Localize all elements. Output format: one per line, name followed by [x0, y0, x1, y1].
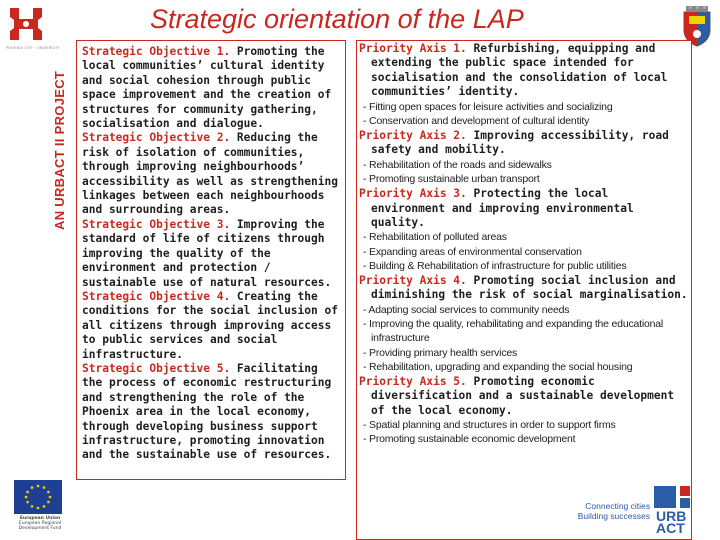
strategic-objective-3 — [82, 218, 341, 290]
axis-text: Refurbishing, equipping and extending the public space intended for socialisation and the consolidation of local communities’ identity. — [371, 42, 668, 99]
axis-measure-item: - Rehabilitation, upgrading and expanding the social housing — [363, 360, 633, 373]
axis-text: Improving accessibility, road safety and mobility. — [371, 129, 669, 157]
objective-heading: Strategic Objective 4. — [82, 289, 231, 303]
axis-text: Promoting economic diversification and a sustainable development of the local economy. — [371, 374, 675, 417]
objective-text: Creating the conditions for the social inclusion of all citizens through improving access to public services and social infrastructure. — [82, 289, 338, 361]
logo-caption: PHOENIX CITY · UNIVERSITY — [6, 46, 60, 50]
objective-heading: Strategic Objective 3. — [82, 217, 231, 231]
eu-caption — [12, 516, 68, 531]
axis-measure-item: - Spatial planning and structures in order to support firms — [363, 419, 616, 432]
urbact-logo-top: URB — [656, 508, 687, 524]
axis-heading: Priority Axis 2. — [359, 129, 467, 143]
axis-text: Protecting the local environment and improving environmental quality. — [371, 187, 634, 230]
phoenix-logo-icon — [6, 4, 46, 44]
eu-caption-line-1: European Union — [19, 516, 61, 521]
axis-text: Promoting social inclusion and diminishing the risk of social marginalisation. — [371, 274, 688, 302]
strategic-objective-1 — [82, 45, 341, 131]
axis-measure-item: - Rehabilitation of polluted areas — [363, 231, 507, 244]
priority-axes-panel — [356, 40, 692, 540]
axis-measure-item: - Fitting open spaces for leisure activities and socializing — [363, 100, 613, 113]
axis-heading: Priority Axis 3. — [359, 187, 467, 201]
axis-measure-item: - Building & Rehabilitation of infrastructure for public utilities — [363, 259, 627, 272]
priority-axis-3 — [359, 187, 689, 230]
axis-measure-item: - Rehabilitation of the roads and sidewalks — [363, 158, 552, 171]
urbact-logo-bottom: ACT — [656, 520, 685, 534]
axis-heading: Priority Axis 1. — [359, 42, 467, 55]
urbact-logo-icon — [650, 484, 716, 534]
axis-measure-item: - Promoting sustainable economic development — [363, 433, 576, 446]
tagline-line-2: Building successes — [577, 510, 650, 521]
objective-heading: Strategic Objective 1. — [82, 45, 231, 58]
strategic-objective-2 — [82, 131, 341, 217]
axis-measure-item: - Expanding areas of environmental conservation — [363, 245, 582, 258]
axis-measure-item: - Improving the quality, rehabilitating and expanding the educational infrastructure — [363, 318, 664, 345]
axis-measure-item: - Promoting sustainable urban transport — [363, 173, 540, 186]
axis-heading: Priority Axis 4. — [359, 274, 467, 288]
objective-text: Facilitating the process of economic restructuring and strengthening the role of the Phoenix area in the local economy, through developing business support infrastructure, promoting innovation and the sustainable use of resources. — [82, 361, 332, 462]
objective-text: Improving the standard of life of citizens through improving the quality of the environment and protection / sustainable use of natural resources. — [82, 217, 332, 289]
project-label: AN URBACT II PROJECT — [52, 70, 67, 230]
strategic-objective-4 — [82, 290, 341, 362]
sidebar — [0, 0, 67, 540]
priority-axis-5 — [359, 375, 689, 418]
urbact-tagline — [560, 502, 650, 521]
objectives-panel — [76, 40, 346, 480]
priority-axis-1 — [359, 42, 689, 100]
axis-measure-item: - Adapting social services to community needs — [363, 303, 570, 316]
strategic-objective-5 — [82, 362, 341, 463]
eu-flag-icon — [14, 480, 62, 514]
objective-text: Reducing the risk of isolation of communities, through improving neighbourhoods’ accessibility as well as strengthening linkages between each neighbourhoods and surrounding areas. — [82, 131, 338, 217]
axis-measure-item: - Providing primary health services — [363, 346, 518, 359]
priority-axis-2 — [359, 129, 689, 158]
axis-measure-item: - Conservation and development of cultural identity — [363, 114, 590, 127]
eu-caption-line-2: European Regional Development Fund — [18, 521, 62, 531]
objective-heading: Strategic Objective 5. — [82, 361, 231, 375]
priority-axis-4 — [359, 274, 689, 303]
objective-heading: Strategic Objective 2. — [82, 131, 231, 145]
axis-heading: Priority Axis 5. — [359, 374, 467, 388]
page-title: Strategic orientation of the LAP — [150, 4, 524, 34]
objective-text: Promoting the local communities’ cultural identity and social cohesion through public space improvement and the creation of structures for community gathering, socialisation and dialogue. — [82, 45, 332, 131]
tagline-line-1: Connecting cities — [585, 501, 650, 511]
